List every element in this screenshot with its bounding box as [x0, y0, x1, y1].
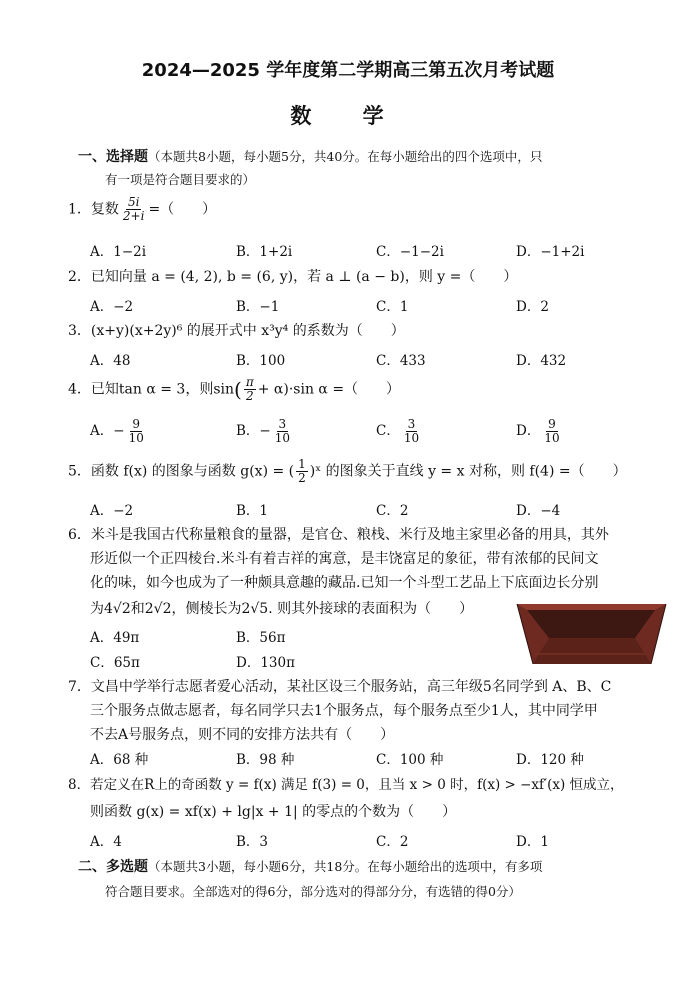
rice-measure-image: [515, 598, 668, 668]
q7-line-2: 三个服务点做志愿者，每名同学只去1个服务点，每个服务点至少1人，其中同学甲: [90, 703, 598, 719]
q5-option-d: D．−4: [516, 503, 561, 519]
q1-suffix: =（ ）: [148, 201, 217, 218]
q7-option-b: B．98 种: [236, 752, 295, 768]
section2-heading: [78, 856, 542, 876]
q4-fraction: $\frac{\pi}{2}$: [245, 375, 254, 403]
question-5: [68, 458, 627, 485]
question-4: 4．已知tan α = 3，则sin( $\frac{\pi}{2}$ + α)·sin α =（ ）: [68, 375, 401, 403]
q8-option-a: A．4: [90, 834, 122, 850]
q3-option-d: D．432: [516, 353, 567, 369]
q1-option-c: C．−1−2i: [376, 244, 444, 260]
q7-option-c: C．100 种: [376, 752, 444, 768]
section2-note-2: 符合题目要求。全部选对的得6分，部分选对的得部分分，有选错的得0分）: [105, 884, 521, 899]
q5-fraction: $\frac{1}{2}$: [298, 457, 306, 485]
question-3: 3．(x+y)(x+2y)⁶ 的展开式中 x³y⁴ 的系数为（ ）: [68, 323, 405, 339]
section2-note-1: （本题共3小题，每小题6分，共18分。在每小题给出的选项中，有多项: [148, 859, 543, 874]
q6-option-d: D．130π: [236, 655, 295, 671]
q7-option-a: A．68 种: [90, 752, 149, 768]
q1-option-b: B．1+2i: [236, 244, 293, 260]
q1-option-d: D．−1+2i: [516, 244, 585, 260]
q5-suffix: )ˣ 的图象关于直线 y = x 对称，则 f(4) =（ ）: [309, 463, 627, 480]
q6-option-a: A．49π: [90, 630, 140, 646]
q5-prefix: 5．函数 f(x) 的图象与函数 g(x) = (: [68, 463, 295, 480]
q4-prefix: 4．已知tan α = 3，则sin: [68, 381, 235, 398]
section1-label: 一、选择题: [78, 149, 148, 165]
q8-option-d: D．1: [516, 834, 549, 850]
q3-option-a: A．48: [90, 353, 131, 369]
q1-option-a: A．1−2i: [90, 244, 147, 260]
q4-option-d: D． $\frac{9}{10}$: [516, 417, 560, 445]
subject-title: 数 学: [290, 103, 406, 128]
exam-title: 2024—2025 学年度第二学期高三第五次月考试题: [141, 60, 555, 81]
q6-line-2: 形近似一个正四棱台.米斗有着吉祥的寓意，是丰饶富足的象征，带有浓郁的民间文: [90, 551, 599, 567]
q6-line-3: 化的味，如今也成为了一种颇具意趣的藏品.已知一个斗型工艺品上下底面边长分别: [90, 575, 599, 591]
q6-line-4: 为4√2和2√2，侧棱长为2√5. 则其外接球的表面积为（ ）: [90, 601, 474, 617]
q7-option-d: D．120 种: [516, 752, 584, 768]
q1-fraction: $\frac{5i}{2+i}$: [122, 195, 145, 223]
question-1: [68, 196, 216, 223]
q3-option-b: B．100: [236, 353, 286, 369]
q8-option-b: B．3: [236, 834, 269, 850]
q7-line-1: 7．文昌中学举行志愿者爱心活动，某社区设三个服务站，高三年级5名同学到 A、B、C: [68, 679, 612, 695]
q4-option-a: A．− $\frac{9}{10}$: [90, 417, 144, 445]
q4-option-b: B．− $\frac{3}{10}$: [236, 417, 291, 445]
q6-option-b: B．56π: [236, 630, 286, 646]
section1-note-2: 有一项是符合题目要求的）: [105, 172, 256, 187]
question-2: 2．已知向量 a = (4, 2), b = (6, y)，若 a ⊥ (a − b)，则 y =（ ）: [68, 269, 518, 285]
section1-heading: [78, 146, 542, 166]
section2-label: 二、多选题: [78, 859, 148, 875]
q6-line-1: 6．米斗是我国古代称量粮食的量器，是官仓、粮栈、米行及地主家里必备的用具，其外: [68, 527, 609, 543]
q5-option-c: C．2: [376, 503, 409, 519]
q2-option-b: B．−1: [236, 299, 280, 315]
q4-suffix: + α)·sin α =（ ）: [257, 381, 401, 398]
q2-option-c: C．1: [376, 299, 409, 315]
q4-option-c: C． $\frac{3}{10}$: [376, 417, 420, 445]
q1-prefix: 1．复数: [68, 201, 119, 218]
q7-line-3: 不去A号服务点，则不同的安排方法共有（ ）: [90, 727, 395, 743]
section1-note-1: （本题共8小题，每小题5分，共40分。在每小题给出的四个选项中，只: [148, 149, 543, 164]
q8-line-2: 则函数 g(x) = xf(x) + lg|x + 1| 的零点的个数为（ ）: [90, 804, 457, 820]
q2-option-d: D．2: [516, 299, 549, 315]
q8-line-1: 8．若定义在R上的奇函数 y = f(x) 满足 f(3) = 0，且当 x > 0 时，f(x) > −xf′(x) 恒成立，: [68, 777, 624, 793]
q2-option-a: A．−2: [90, 299, 134, 315]
q5-option-a: A．−2: [90, 503, 134, 519]
q5-option-b: B．1: [236, 503, 269, 519]
q8-option-c: C．2: [376, 834, 409, 850]
q3-option-c: C．433: [376, 353, 426, 369]
q6-option-c: C．65π: [90, 655, 140, 671]
